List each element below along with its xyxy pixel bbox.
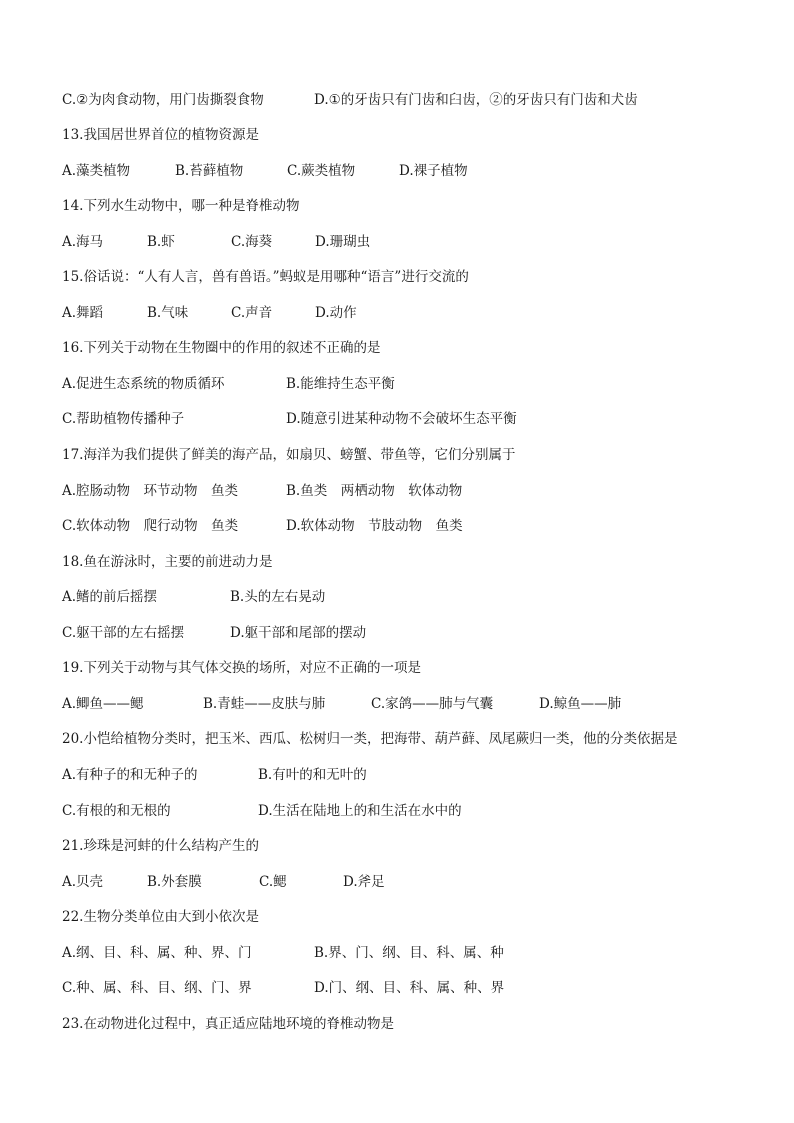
question-17-stem: 17.海洋为我们提供了鲜美的海产品，如扇贝、螃蟹、带鱼等，它们分别属于 [62,447,516,463]
option-a: A.有种子的和无种子的 [62,767,198,783]
question-18-stem: 18.鱼在游泳时，主要的前进动力是 [62,554,273,570]
option-c: C.声音 [231,305,273,321]
question-21-stem: 21.珍珠是河蚌的什么结构产生的 [62,838,259,854]
question-13-stem: 13.我国居世界首位的植物资源是 [62,127,259,143]
option-a: A.纲、目、科、属、种、界、门 [62,945,252,961]
option-a: A.腔肠动物 环节动物 鱼类 [62,483,239,499]
option-c: C.蕨类植物 [287,163,356,179]
option-d: D.软体动物 节肢动物 鱼类 [286,518,463,534]
option-d: D.斧足 [343,874,385,890]
question-20-stem: 20.小恺给植物分类时，把玉米、西瓜、松树归一类，把海带、葫芦藓、凤尾蕨归一类，他的分类依据是 [62,731,678,747]
option-d: D.生活在陆地上的和生活在水中的 [258,803,462,819]
option-b: B.虾 [147,234,175,250]
option-a: A.藻类植物 [62,163,131,179]
option-c: C.种、属、科、目、纲、门、界 [62,980,252,996]
question-23-stem: 23.在动物进化过程中，真正适应陆地环境的脊椎动物是 [62,1016,394,1032]
option-a: A.鳍的前后摇摆 [62,589,158,605]
option-c: C.软体动物 爬行动物 鱼类 [62,518,239,534]
option-a: A.海马 [62,234,104,250]
question-14-stem: 14.下列水生动物中，哪一种是脊椎动物 [62,198,300,214]
option-d: D.①的牙齿只有门齿和臼齿，②的牙齿只有门齿和犬齿 [314,92,638,108]
option-a: A.贝壳 [62,874,104,890]
option-c: C.鳃 [259,874,287,890]
question-19-stem: 19.下列关于动物与其气体交换的场所，对应不正确的一项是 [62,660,421,676]
question-15-stem: 15.俗话说：“人有人言，兽有兽语。”蚂蚁是用哪种“语言”进行交流的 [62,269,469,285]
option-c: C.帮助植物传播种子 [62,411,185,427]
option-b: B.青蛙——皮肤与肺 [203,696,326,712]
option-d: D.裸子植物 [399,163,468,179]
option-c: C.海葵 [231,234,273,250]
option-b: B.有叶的和无叶的 [258,767,367,783]
option-b: B.苔藓植物 [175,163,244,179]
option-d: D.随意引进某种动物不会破坏生态平衡 [286,411,517,427]
option-b: B.气味 [147,305,189,321]
option-a: A.鲫鱼——鳃 [62,696,144,712]
option-d: D.鲸鱼——肺 [539,696,622,712]
option-c: C.②为肉食动物，用门齿撕裂食物 [62,92,264,108]
option-c: C.躯干部的左右摇摆 [62,625,185,641]
option-c: C.家鸽——肺与气囊 [371,696,494,712]
question-22-stem: 22.生物分类单位由大到小依次是 [62,909,259,925]
option-b: B.头的左右晃动 [230,589,326,605]
question-16-stem: 16.下列关于动物在生物圈中的作用的叙述不正确的是 [62,340,381,356]
option-d: D.门、纲、目、科、属、种、界 [314,980,505,996]
option-a: A.舞蹈 [62,305,104,321]
option-d: D.珊瑚虫 [315,234,371,250]
option-b: B.外套膜 [147,874,202,890]
option-a: A.促进生态系统的物质循环 [62,376,225,392]
option-d: D.动作 [315,305,357,321]
option-c: C.有根的和无根的 [62,803,171,819]
option-b: B.界、门、纲、目、科、属、种 [314,945,504,961]
option-d: D.躯干部和尾部的摆动 [230,625,367,641]
option-b: B.能维持生态平衡 [286,376,395,392]
option-b: B.鱼类 两栖动物 软体动物 [286,483,463,499]
